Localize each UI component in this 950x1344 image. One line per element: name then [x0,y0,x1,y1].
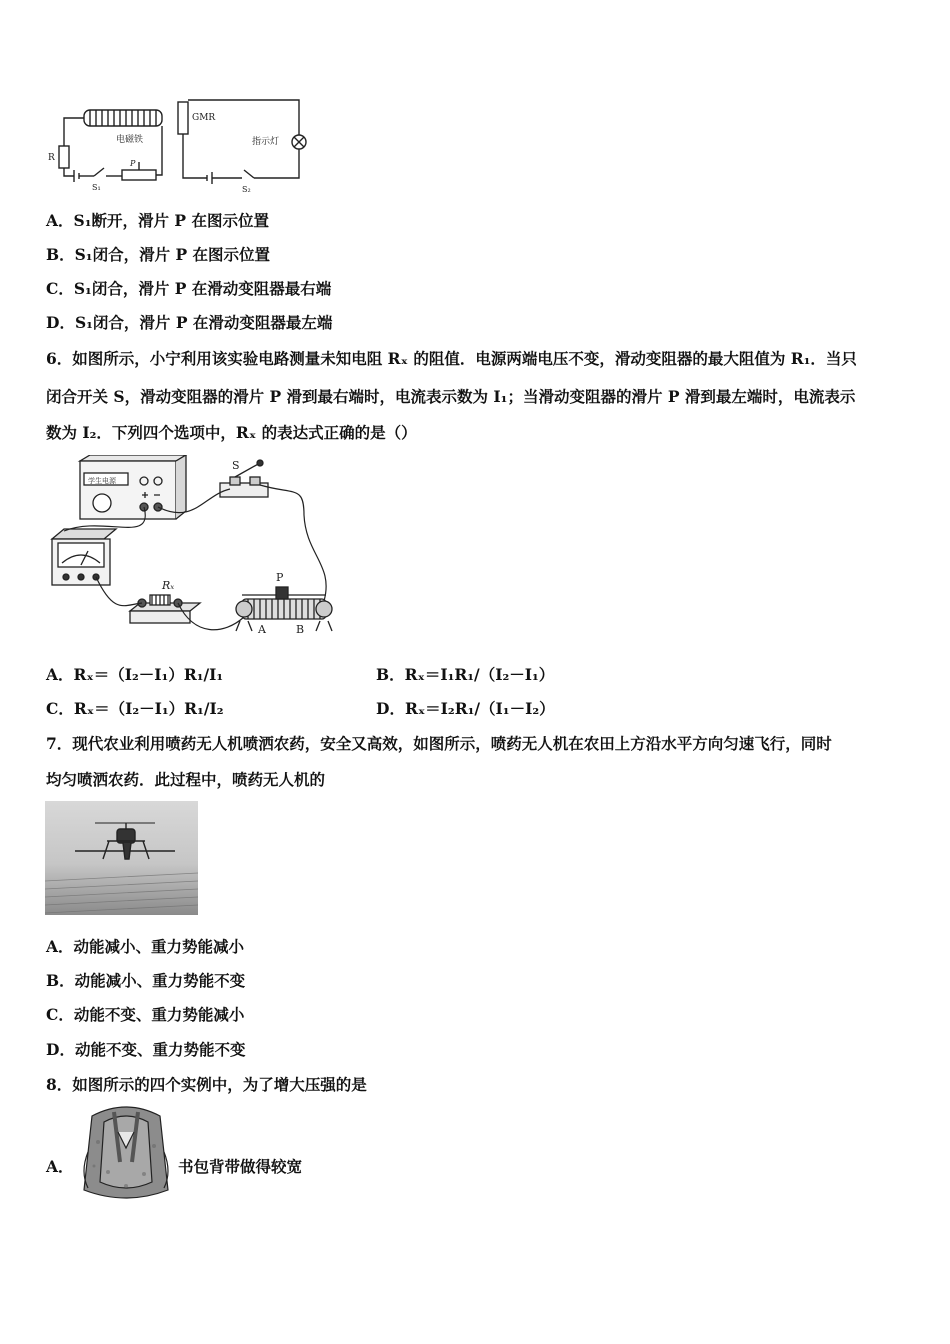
r-label: R [48,153,55,163]
q7-option-d: D．动能不变、重力势能不变 [46,1040,246,1059]
s2-label: S₂ [242,185,251,194]
p-label: P [130,159,136,168]
q5-option-c: C．S₁闭合，滑片 P 在滑动变阻器最右端 [46,279,332,298]
drone-photo [45,801,198,915]
q6-stem-line2: 闭合开关 S，滑动变阻器的滑片 P 滑到最右端时，电流表示数为 I₁；当滑动变阻器的滑片 P 滑到最左端时，电流表示 [46,387,856,406]
q7-stem-line1: 7．现代农业利用喷药无人机喷洒农药，安全又高效，如图所示，喷药无人机在农田上方沿水平方向匀速飞行，同时 [46,734,832,753]
switch-s-label: S [232,459,240,472]
q6-stem-line1: 6．如图所示，小宁利用该实验电路测量未知电阻 Rₓ 的阻值．电源两端电压不变，滑动变阻器的最大阻值为 R₁．当只 [46,349,857,368]
slider-p-label: P [276,571,284,584]
q6-option-b: B．Rₓ＝I₁R₁/（I₂－I₁） [376,665,555,684]
gmr-label: GMR [192,113,216,123]
q5-option-b: B．S₁闭合，滑片 P 在图示位置 [46,245,271,264]
lamp-label: 指示灯 [252,137,280,147]
q7-option-c: C．动能不变、重力势能减小 [46,1005,245,1024]
q7-option-b: B．动能减小、重力势能不变 [46,971,246,990]
q8-option-a-text: 书包背带做得较宽 [178,1157,303,1176]
electromagnet-label: 电磁铁 [116,135,144,145]
q6-option-c: C．Rₓ＝（I₂－I₁）R₁/I₂ [46,699,224,718]
q7-option-a: A．动能减小、重力势能减小 [46,937,245,956]
q5-circuit-figure [44,96,314,196]
q8-stem: 8．如图所示的四个实例中，为了增大压强的是 [46,1075,367,1094]
q6-option-a: A．Rₓ＝（I₂－I₁）R₁/I₁ [46,665,224,684]
s1-label: S₁ [92,183,101,192]
rx-label: Rₓ [162,579,175,592]
q5-option-d: D．S₁闭合，滑片 P 在滑动变阻器最左端 [46,313,333,332]
power-supply-label: 学生电源 [88,477,116,485]
q6-apparatus-figure [44,455,344,637]
q6-option-d: D．Rₓ＝I₂R₁/（I₁－I₂） [376,699,555,718]
q5-option-a: A．S₁断开，滑片 P 在图示位置 [46,211,269,230]
q6-stem-line3: 数为 I₂．下列四个选项中，Rₓ 的表达式正确的是（） [46,423,417,442]
backpack-image [74,1102,178,1206]
terminal-b-label: B [296,623,305,636]
q8-option-a-letter: A． [46,1157,74,1176]
q7-stem-line2: 均匀喷洒农药．此过程中，喷药无人机的 [46,770,326,789]
terminal-a-label: A [258,623,266,636]
